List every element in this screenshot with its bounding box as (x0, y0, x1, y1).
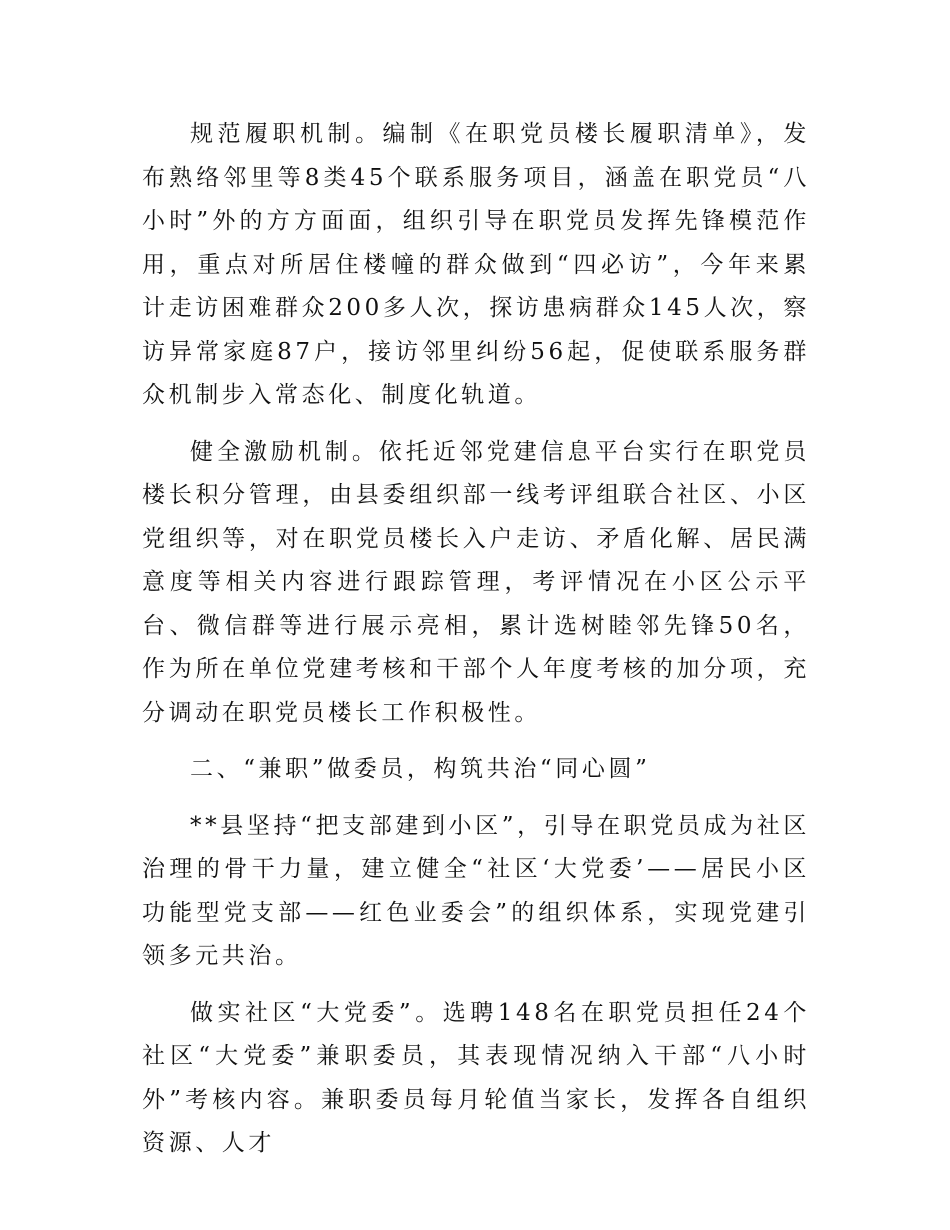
paragraph-county-intro: **县坚持“把支部建到小区”，引导在职党员成为社区治理的骨干力量，建立健全“社区‘大党委’——居民小区功能型党支部——红色业委会”的组织体系，实现党建引领多元共治。 (142, 812, 810, 969)
section-heading: 二、“兼职”做委员，构筑共治“同心圆” (190, 756, 651, 782)
paragraph-incentive-mechanism: 健全激励机制。依托近邻党建信息平台实行在职党员楼长积分管理，由县委组织部一线考评组联合社区、小区党组织等，对在职党员楼长入户走访、矛盾化解、居民满意度等相关内容进行跟踪管理，考评情况在小区公示平台、微信群等进行展示亮相，累计选树睦邻先锋50名，作为所在单位党建考核和干部个人年度考核的加分项，充分调动在职党员楼长工作积极性。 (142, 438, 810, 726)
paragraph-duty-mechanism: 规范履职机制。编制《在职党员楼长履职清单》，发布熟络邻里等8类45个联系服务项目，涵盖在职党员“八小时”外的方方面面，组织引导在职党员发挥先锋模范作用，重点对所居住楼幢的群众做到“四必访”，今年来累计走访困难群众200多人次，探访患病群众145人次，察访异常家庭87户，接访邻里纠纷56起，促使联系服务群众机制步入常态化、制度化轨道。 (142, 121, 810, 408)
document-body (142, 113, 810, 1179)
paragraph-party-committee: 做实社区“大党委”。选聘148名在职党员担任24个社区“大党委”兼职委员，其表现情况纳入干部“八小时外”考核内容。兼职委员每月轮值当家长，发挥各自组织资源、人才 (142, 999, 810, 1156)
